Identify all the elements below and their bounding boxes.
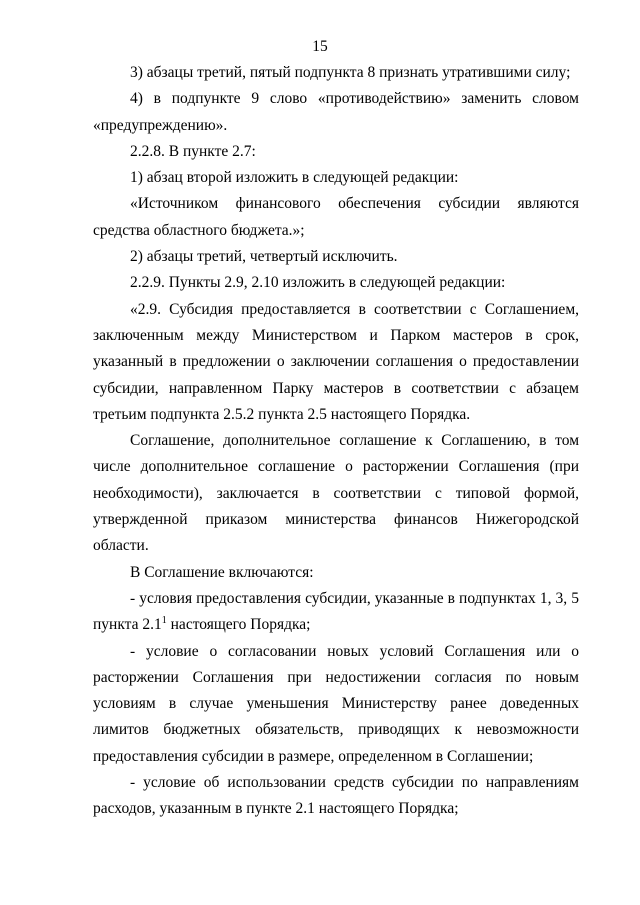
- document-body: [93, 60, 579, 823]
- paragraph: Соглашение, дополнительное соглашение к Соглашению, в том числе дополнительное соглашение о расторжении Соглашения (при необходимости), заключается в соответствии с типовой формой, утвержденной приказом министерства финансов Нижегородской области.: [93, 432, 579, 555]
- paragraph: 1) абзац второй изложить в следующей редакции:: [130, 169, 459, 187]
- paragraph: 2.2.8. В пункте 2.7:: [130, 142, 256, 160]
- paragraph-with-superscript: [93, 586, 579, 639]
- paragraph: 2) абзацы третий, четвертый исключить.: [130, 248, 398, 266]
- paragraph: - условие о согласовании новых условий Соглашения или о расторжении Соглашения при недостижении согласия по новым условиям в случае уменьшения Министерству ранее доведенных лимитов бюджетных обязательств, приводящих к невозможности предоставления субсидии в размере, определенном в Соглашении;: [93, 642, 579, 765]
- paragraph: 3) абзацы третий, пятый подпункта 8 признать утратившими силу;: [130, 64, 571, 81]
- paragraph-text: - условия предоставления субсидии, указанные в подпунктах 1, 3, 5 пункта 2.1: [93, 589, 579, 634]
- paragraph: «Источником финансового обеспечения субсидии являются средства областного бюджета.»;: [93, 195, 579, 239]
- paragraph: 2.2.9. Пункты 2.9, 2.10 изложить в следующей редакции:: [130, 274, 506, 292]
- paragraph: «2.9. Субсидия предоставляется в соответствии с Соглашением, заключенным между Министерством и Парком мастеров в срок, указанный в предложении о заключении соглашения о предоставлении субсидии, направленном Парку мастеров в соответствии с абзацем третьим подпункта 2.5.2 пункта 2.5 настоящего Порядка.: [93, 300, 579, 423]
- paragraph: В Соглашение включаются:: [130, 563, 314, 581]
- paragraph: - условие об использовании средств субсидии по направлениям расходов, указанным в пункте 2.1 настоящего Порядка;: [93, 774, 579, 818]
- paragraph: 4) в подпункте 9 слово «противодействию» заменить словом «предупреждению».: [93, 90, 579, 134]
- paragraph-text: настоящего Порядка;: [166, 616, 311, 634]
- superscript: 1: [161, 615, 167, 627]
- page-number: 15: [312, 38, 328, 55]
